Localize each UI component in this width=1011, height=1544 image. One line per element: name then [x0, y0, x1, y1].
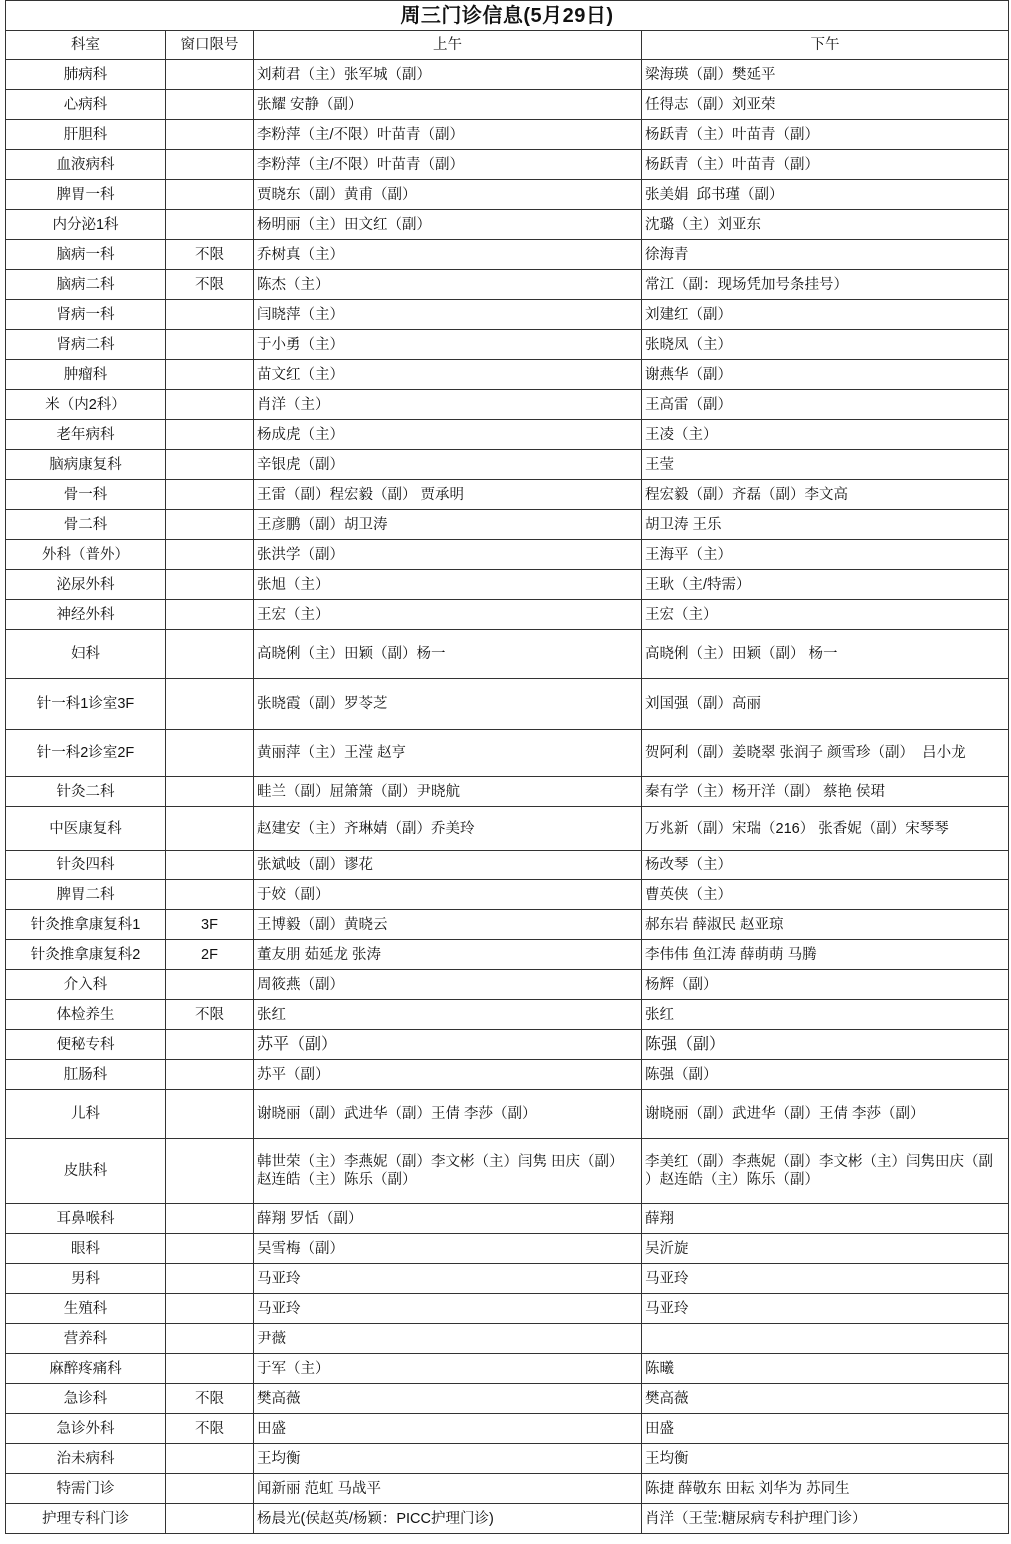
window-limit-cell	[166, 1090, 254, 1139]
morning-cell: 尹薇	[254, 1324, 642, 1354]
morning-cell: 王宏（主）	[254, 600, 642, 630]
dept-cell: 中医康复科	[6, 807, 166, 851]
afternoon-cell: 胡卫涛 王乐	[642, 510, 1009, 540]
dept-cell: 针灸二科	[6, 777, 166, 807]
afternoon-cell: 谢晓丽（副）武进华（副）王倩 李莎（副）	[642, 1090, 1009, 1139]
window-limit-cell	[166, 60, 254, 90]
dept-cell: 体检养生	[6, 1000, 166, 1030]
table-row	[6, 1204, 1009, 1234]
table-row	[6, 1294, 1009, 1324]
morning-cell: 马亚玲	[254, 1294, 642, 1324]
window-limit-cell	[166, 120, 254, 150]
window-limit-cell	[166, 880, 254, 910]
morning-cell: 苗文红（主）	[254, 360, 642, 390]
afternoon-cell: 梁海瑛（副）樊延平	[642, 60, 1009, 90]
window-limit-cell	[166, 90, 254, 120]
dept-cell: 皮肤科	[6, 1139, 166, 1204]
table-row	[6, 880, 1009, 910]
afternoon-cell: 万兆新（副）宋瑞（216） 张香妮（副）宋琴琴	[642, 807, 1009, 851]
afternoon-cell	[642, 1324, 1009, 1354]
afternoon-cell: 马亚玲	[642, 1294, 1009, 1324]
morning-cell: 苏平（副）	[254, 1060, 642, 1090]
dept-cell: 脾胃一科	[6, 180, 166, 210]
window-limit-cell	[166, 1030, 254, 1060]
header-window-limit: 窗口限号	[166, 31, 254, 60]
table-row	[6, 540, 1009, 570]
window-limit-cell: 不限	[166, 1414, 254, 1444]
afternoon-cell: 谢燕华（副）	[642, 360, 1009, 390]
window-limit-cell	[166, 630, 254, 679]
morning-cell: 张旭（主）	[254, 570, 642, 600]
window-limit-cell	[166, 1204, 254, 1234]
morning-cell: 贾晓东（副）黄甫（副）	[254, 180, 642, 210]
dept-cell: 脑病康复科	[6, 450, 166, 480]
afternoon-cell: 王耿（主/特需）	[642, 570, 1009, 600]
window-limit-cell	[166, 970, 254, 1000]
afternoon-cell: 曹英侠（主）	[642, 880, 1009, 910]
morning-cell: 王博毅（副）黄晓云	[254, 910, 642, 940]
table-row	[6, 180, 1009, 210]
dept-cell: 营养科	[6, 1324, 166, 1354]
window-limit-cell	[166, 390, 254, 420]
morning-cell: 于小勇（主）	[254, 330, 642, 360]
dept-cell: 针灸推拿康复科2	[6, 940, 166, 970]
table-row	[6, 420, 1009, 450]
table-row	[6, 240, 1009, 270]
morning-cell: 黄丽萍（主）王滢 赵亨	[254, 730, 642, 777]
window-limit-cell	[166, 510, 254, 540]
table-row	[6, 1264, 1009, 1294]
table-row	[6, 300, 1009, 330]
afternoon-cell: 刘国强（副）高丽	[642, 679, 1009, 730]
window-limit-cell	[166, 1354, 254, 1384]
afternoon-cell: 陈强（副）	[642, 1060, 1009, 1090]
dept-cell: 便秘专科	[6, 1030, 166, 1060]
table-row	[6, 480, 1009, 510]
morning-cell: 王均衡	[254, 1444, 642, 1474]
window-limit-cell	[166, 420, 254, 450]
window-limit-cell: 2F	[166, 940, 254, 970]
table-row	[6, 777, 1009, 807]
afternoon-cell: 杨辉（副）	[642, 970, 1009, 1000]
morning-cell: 陈杰（主）	[254, 270, 642, 300]
window-limit-cell: 不限	[166, 240, 254, 270]
table-row	[6, 90, 1009, 120]
table-row	[6, 1354, 1009, 1384]
morning-cell: 王雷（副）程宏毅（副） 贾承明	[254, 480, 642, 510]
dept-cell: 介入科	[6, 970, 166, 1000]
dept-cell: 米（内2科）	[6, 390, 166, 420]
dept-cell: 骨一科	[6, 480, 166, 510]
window-limit-cell	[166, 1474, 254, 1504]
dept-cell: 肝胆科	[6, 120, 166, 150]
morning-cell: 周筱燕（副）	[254, 970, 642, 1000]
title-row	[6, 1, 1009, 31]
dept-cell: 神经外科	[6, 600, 166, 630]
table-body	[6, 60, 1009, 1534]
table-row	[6, 600, 1009, 630]
afternoon-cell: 徐海青	[642, 240, 1009, 270]
window-limit-cell	[166, 1139, 254, 1204]
morning-cell: 张洪学（副）	[254, 540, 642, 570]
window-limit-cell	[166, 1504, 254, 1534]
dept-cell: 急诊外科	[6, 1414, 166, 1444]
table-row	[6, 730, 1009, 777]
afternoon-cell: 陈曦	[642, 1354, 1009, 1384]
afternoon-cell: 杨跃青（主）叶苗青（副）	[642, 120, 1009, 150]
table-row	[6, 1474, 1009, 1504]
afternoon-cell: 贺阿利（副）姜晓翠 张润子 颜雪珍（副） 吕小龙	[642, 730, 1009, 777]
afternoon-cell: 陈强（副）	[642, 1030, 1009, 1060]
table-row	[6, 1414, 1009, 1444]
morning-cell: 杨明丽（主）田文红（副）	[254, 210, 642, 240]
dept-cell: 心病科	[6, 90, 166, 120]
afternoon-cell: 李美红（副）李燕妮（副）李文彬（主）闫隽田庆（副 ）赵连皓（主）陈乐（副）	[642, 1139, 1009, 1204]
window-limit-cell	[166, 540, 254, 570]
afternoon-cell: 常江（副：现场凭加号条挂号）	[642, 270, 1009, 300]
dept-cell: 针灸推拿康复科1	[6, 910, 166, 940]
table-row	[6, 1030, 1009, 1060]
afternoon-cell: 杨改琴（主）	[642, 851, 1009, 880]
table-row	[6, 1090, 1009, 1139]
dept-cell: 肾病一科	[6, 300, 166, 330]
window-limit-cell	[166, 807, 254, 851]
table-row	[6, 940, 1009, 970]
afternoon-cell: 薛翔	[642, 1204, 1009, 1234]
morning-cell: 刘莉君（主）张军城（副）	[254, 60, 642, 90]
morning-cell: 乔树真（主）	[254, 240, 642, 270]
table-row	[6, 510, 1009, 540]
dept-cell: 骨二科	[6, 510, 166, 540]
window-limit-cell	[166, 1294, 254, 1324]
dept-cell: 妇科	[6, 630, 166, 679]
afternoon-cell: 王均衡	[642, 1444, 1009, 1474]
afternoon-cell: 樊高薇	[642, 1384, 1009, 1414]
dept-cell: 内分泌1科	[6, 210, 166, 240]
window-limit-cell	[166, 300, 254, 330]
morning-cell: 田盛	[254, 1414, 642, 1444]
morning-cell: 闫晓萍（主）	[254, 300, 642, 330]
morning-cell: 马亚玲	[254, 1264, 642, 1294]
morning-cell: 李粉萍（主/不限）叶苗青（副）	[254, 120, 642, 150]
morning-cell: 肖洋（主）	[254, 390, 642, 420]
morning-cell: 李粉萍（主/不限）叶苗青（副）	[254, 150, 642, 180]
table-row	[6, 910, 1009, 940]
window-limit-cell: 不限	[166, 1000, 254, 1030]
afternoon-cell: 秦有学（主）杨开洋（副） 蔡艳 侯珺	[642, 777, 1009, 807]
dept-cell: 男科	[6, 1264, 166, 1294]
window-limit-cell	[166, 360, 254, 390]
dept-cell: 治未病科	[6, 1444, 166, 1474]
dept-cell: 脑病一科	[6, 240, 166, 270]
table-row	[6, 679, 1009, 730]
afternoon-cell: 张美娟 邱书瑾（副）	[642, 180, 1009, 210]
dept-cell: 肺病科	[6, 60, 166, 90]
table-row	[6, 210, 1009, 240]
window-limit-cell	[166, 600, 254, 630]
dept-cell: 血液病科	[6, 150, 166, 180]
afternoon-cell: 张红	[642, 1000, 1009, 1030]
morning-cell: 于姣（副）	[254, 880, 642, 910]
table-row	[6, 330, 1009, 360]
afternoon-cell: 张晓凤（主）	[642, 330, 1009, 360]
afternoon-cell: 王莹	[642, 450, 1009, 480]
window-limit-cell	[166, 679, 254, 730]
morning-cell: 畦兰（副）屈箫箫（副）尹晓航	[254, 777, 642, 807]
window-limit-cell	[166, 730, 254, 777]
table-row	[6, 390, 1009, 420]
afternoon-cell: 王宏（主）	[642, 600, 1009, 630]
dept-cell: 针灸四科	[6, 851, 166, 880]
table-row	[6, 851, 1009, 880]
morning-cell: 张红	[254, 1000, 642, 1030]
table-row	[6, 570, 1009, 600]
table-row	[6, 60, 1009, 90]
table-row	[6, 450, 1009, 480]
morning-cell: 薛翔 罗恬（副）	[254, 1204, 642, 1234]
afternoon-cell: 杨跃青（主）叶苗青（副）	[642, 150, 1009, 180]
dept-cell: 肿瘤科	[6, 360, 166, 390]
morning-cell: 苏平（副）	[254, 1030, 642, 1060]
afternoon-cell: 肖洋（王莹:糖尿病专科护理门诊）	[642, 1504, 1009, 1534]
morning-cell: 张晓霞（副）罗苓芝	[254, 679, 642, 730]
table-row	[6, 1324, 1009, 1354]
dept-cell: 肛肠科	[6, 1060, 166, 1090]
afternoon-cell: 田盛	[642, 1414, 1009, 1444]
afternoon-cell: 任得志（副）刘亚荣	[642, 90, 1009, 120]
window-limit-cell	[166, 1444, 254, 1474]
dept-cell: 脾胃二科	[6, 880, 166, 910]
window-limit-cell: 不限	[166, 270, 254, 300]
table-row	[6, 630, 1009, 679]
table-row	[6, 1384, 1009, 1414]
morning-cell: 王彦鹏（副）胡卫涛	[254, 510, 642, 540]
window-limit-cell	[166, 150, 254, 180]
dept-cell: 特需门诊	[6, 1474, 166, 1504]
afternoon-cell: 高晓俐（主）田颖（副） 杨一	[642, 630, 1009, 679]
afternoon-cell: 王高雷（副）	[642, 390, 1009, 420]
afternoon-cell: 李伟伟 鱼江涛 薛萌萌 马腾	[642, 940, 1009, 970]
window-limit-cell	[166, 777, 254, 807]
dept-cell: 脑病二科	[6, 270, 166, 300]
afternoon-cell: 郝东岩 薛淑民 赵亚琼	[642, 910, 1009, 940]
table-row	[6, 1000, 1009, 1030]
morning-cell: 张耀 安静（副）	[254, 90, 642, 120]
dept-cell: 老年病科	[6, 420, 166, 450]
afternoon-cell: 刘建红（副）	[642, 300, 1009, 330]
afternoon-cell: 程宏毅（副）齐磊（副）李文高	[642, 480, 1009, 510]
window-limit-cell: 3F	[166, 910, 254, 940]
dept-cell: 麻醉疼痛科	[6, 1354, 166, 1384]
morning-cell: 杨成虎（主）	[254, 420, 642, 450]
dept-cell: 眼科	[6, 1234, 166, 1264]
window-limit-cell	[166, 1324, 254, 1354]
morning-cell: 谢晓丽（副）武进华（副）王倩 李莎（副）	[254, 1090, 642, 1139]
dept-cell: 耳鼻喉科	[6, 1204, 166, 1234]
header-row	[6, 31, 1009, 60]
page-title: 周三门诊信息(5月29日)	[6, 1, 1009, 31]
table-row	[6, 1504, 1009, 1534]
table-row	[6, 120, 1009, 150]
header-dept: 科室	[6, 31, 166, 60]
dept-cell: 泌尿外科	[6, 570, 166, 600]
table-row	[6, 1234, 1009, 1264]
morning-cell: 于军（主）	[254, 1354, 642, 1384]
table-row	[6, 270, 1009, 300]
table-row	[6, 360, 1009, 390]
morning-cell: 闻新丽 范虹 马战平	[254, 1474, 642, 1504]
table-row	[6, 150, 1009, 180]
window-limit-cell	[166, 330, 254, 360]
header-afternoon: 下午	[642, 31, 1009, 60]
window-limit-cell	[166, 570, 254, 600]
window-limit-cell	[166, 450, 254, 480]
afternoon-cell: 沈璐（主）刘亚东	[642, 210, 1009, 240]
morning-cell: 韩世荣（主）李燕妮（副）李文彬（主）闫隽 田庆（副） 赵连皓（主）陈乐（副）	[254, 1139, 642, 1204]
afternoon-cell: 王凌（主）	[642, 420, 1009, 450]
window-limit-cell	[166, 210, 254, 240]
dept-cell: 针一科2诊室2F	[6, 730, 166, 777]
dept-cell: 外科（普外）	[6, 540, 166, 570]
schedule-table	[5, 0, 1009, 1534]
dept-cell: 生殖科	[6, 1294, 166, 1324]
morning-cell: 吴雪梅（副）	[254, 1234, 642, 1264]
table-row	[6, 1060, 1009, 1090]
morning-cell: 高晓俐（主）田颖（副）杨一	[254, 630, 642, 679]
window-limit-cell	[166, 1060, 254, 1090]
afternoon-cell: 马亚玲	[642, 1264, 1009, 1294]
dept-cell: 急诊科	[6, 1384, 166, 1414]
dept-cell: 儿科	[6, 1090, 166, 1139]
morning-cell: 杨晨光(侯赵英/杨颖：PICC护理门诊)	[254, 1504, 642, 1534]
window-limit-cell	[166, 1264, 254, 1294]
window-limit-cell	[166, 851, 254, 880]
table-row	[6, 1444, 1009, 1474]
table-row	[6, 970, 1009, 1000]
afternoon-cell: 王海平（主）	[642, 540, 1009, 570]
dept-cell: 针一科1诊室3F	[6, 679, 166, 730]
morning-cell: 辛银虎（副）	[254, 450, 642, 480]
window-limit-cell	[166, 1234, 254, 1264]
morning-cell: 董友朋 茹延龙 张涛	[254, 940, 642, 970]
dept-cell: 护理专科门诊	[6, 1504, 166, 1534]
table-row	[6, 807, 1009, 851]
afternoon-cell: 吴沂旋	[642, 1234, 1009, 1264]
dept-cell: 肾病二科	[6, 330, 166, 360]
morning-cell: 张斌岐（副）谬花	[254, 851, 642, 880]
morning-cell: 赵建安（主）齐琳婧（副）乔美玲	[254, 807, 642, 851]
window-limit-cell	[166, 180, 254, 210]
table-row	[6, 1139, 1009, 1204]
header-morning: 上午	[254, 31, 642, 60]
window-limit-cell	[166, 480, 254, 510]
morning-cell: 樊高薇	[254, 1384, 642, 1414]
window-limit-cell: 不限	[166, 1384, 254, 1414]
afternoon-cell: 陈捷 薛敬东 田耘 刘华为 苏同生	[642, 1474, 1009, 1504]
